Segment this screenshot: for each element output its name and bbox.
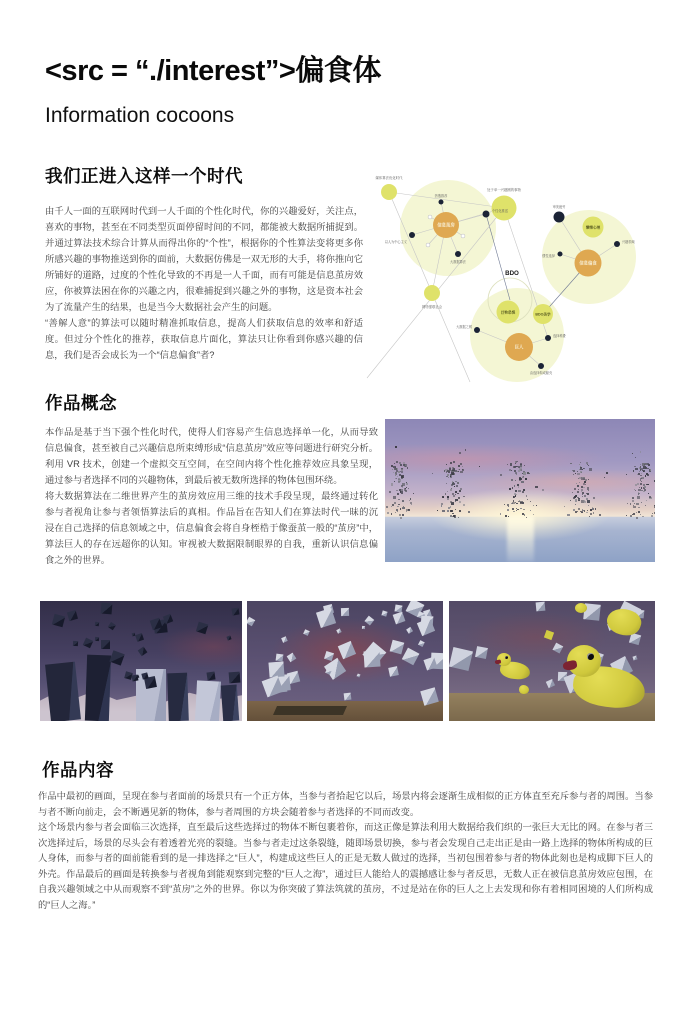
era-paragraph-2: “善解人意”的算法可以随时精准抓取信息，提高人们获取信息的效率和舒适度。但过分个性化的推荐，获取信息片面化，算法只让你看到你感兴趣的信息，我们是否会成长为一个“信息偏食”者? bbox=[45, 318, 363, 360]
vr-render-cube-vortex-image bbox=[247, 601, 443, 721]
core-node-label: 巨人 bbox=[514, 344, 524, 350]
monolith bbox=[167, 673, 189, 721]
floating-cube bbox=[364, 650, 381, 667]
keyword-node bbox=[538, 363, 544, 369]
cube-giants-particles bbox=[385, 419, 655, 562]
keyword-node bbox=[483, 211, 490, 218]
era-paragraph-1: 由千人一面的互联网时代到一人千面的个性化时代，你的兴趣爱好，关注点，喜欢的事物，甚至在不同类型页面停留时间的不同，都能被大数据所捕捉到。并通过算法技术综合计算从而得出你的“个性”，根据你的个性算法变将更多你所感兴趣的事物推送到你的面前，大数据仿佛是一双无形的大手，将你推向它所铺好的道路，过度的个性化导致的不再是一人千面，而有可能是信息茧房效应，你被算法困在你的兴趣之内，很难捕捉到兴趣之外的事物，这是资本社会为了流量产生的结果，也是当今大数据社会产生的问题。 bbox=[45, 206, 363, 312]
bdo-label: BDO bbox=[505, 270, 519, 277]
vr-render-yellow-ducks-image bbox=[449, 601, 655, 721]
page-title: <src = “./interest”>偏食体 bbox=[45, 55, 381, 87]
keyword-node-label: 个性化推送 bbox=[492, 209, 508, 213]
network-diagram-svg bbox=[362, 168, 680, 386]
section-heading-era: 我们正进入这样一个时代 bbox=[45, 166, 243, 186]
keyword-node-label: 惯性选择 bbox=[542, 254, 555, 258]
floating-cube bbox=[536, 601, 546, 611]
concept-paragraph-2: 将大数据算法在二维世界产生的茧房效应用三维的技术手段呈现，最终通过转化参与者视角让参与者领悟算法后的真相。作品旨在告知人们在算法时代一昧的沉浸在自己选择的信息领域之中，信息偏食会将自身桎梏于像蚕茧一般的“茧房”中，算法巨人的存在远超你的认知。审视被大数据限制眼界的自我，重新认识信息偏食之外的世界。 bbox=[45, 491, 378, 565]
floating-cube bbox=[276, 654, 284, 662]
keyword-node-label: 由选择构成躯壳 bbox=[529, 371, 553, 375]
floating-cube bbox=[101, 602, 113, 614]
keyword-node-label: 兴趣领域 bbox=[622, 240, 635, 244]
duck-eye bbox=[587, 653, 594, 660]
minor-node bbox=[426, 243, 430, 247]
floating-cube bbox=[341, 608, 349, 616]
section-heading-content: 作品内容 bbox=[42, 760, 114, 780]
floating-cube bbox=[95, 621, 99, 625]
floating-cube bbox=[131, 674, 138, 681]
keyword-node-label: 审美疲劳 bbox=[552, 205, 566, 209]
topic-node-label: 处于单一兴趣圈的事物 bbox=[487, 188, 521, 192]
keyword-node bbox=[614, 241, 620, 247]
topic-node-label: 懒惰心理 bbox=[585, 225, 601, 230]
page-subtitle: Information cocoons bbox=[45, 104, 235, 127]
monolith bbox=[85, 655, 111, 721]
floating-cube bbox=[343, 693, 350, 700]
topic-node bbox=[381, 184, 397, 200]
section-heading-concept: 作品概念 bbox=[45, 393, 117, 413]
topic-node-label: BDO美学 bbox=[535, 312, 551, 317]
keyword-node bbox=[545, 335, 551, 341]
topic-node-label: 媒体算法优化时代 bbox=[375, 176, 403, 180]
medium-duck bbox=[497, 653, 531, 679]
floating-cube bbox=[394, 605, 402, 613]
concept-paragraph-1: 本作品是基于当下强个性化时代，使得人们容易产生信息选择单一化，从而导致信息偏食，甚至被自己兴趣信息所束缚形成“信息茧房”效应等问题进行研究分析。利用 VR 技术，创建一个虚拟交互空间，在空间内将个性化推荐效应具象呈现，通过参与者选择不同的兴趣物体，到最后被无数所选择的物体包围环绕。 bbox=[45, 427, 378, 485]
keyword-node bbox=[474, 327, 480, 333]
floating-cube bbox=[206, 672, 215, 681]
tiny-ground-duck bbox=[519, 685, 529, 694]
topic-node-label: 网络强联社会 bbox=[421, 305, 443, 309]
minor-node bbox=[428, 215, 432, 219]
keyword-node bbox=[455, 251, 461, 257]
monolith bbox=[221, 684, 239, 721]
topic-node-label: 巨物恐惧 bbox=[500, 310, 516, 315]
era-paragraphs bbox=[45, 203, 363, 363]
core-node-label: 信息偏食 bbox=[579, 260, 597, 266]
monolith bbox=[195, 680, 221, 721]
keyword-node-label: 大数据之网 bbox=[456, 325, 472, 329]
keyword-node bbox=[409, 232, 415, 238]
floating-cube bbox=[73, 640, 79, 646]
keyword-node bbox=[439, 200, 444, 205]
vr-render-sea-of-giants-image bbox=[385, 419, 655, 562]
keyword-node-label: 大数据算法 bbox=[450, 260, 466, 264]
ground-shadow-patch bbox=[273, 706, 347, 715]
floating-cube bbox=[228, 672, 239, 683]
core-node-label: 信息茧房 bbox=[437, 222, 455, 228]
tiny-duck-blob bbox=[575, 603, 587, 613]
large-duck bbox=[567, 645, 647, 707]
keyword-node-label: 以人为中心主义 bbox=[384, 240, 407, 244]
information-cocoon-network-diagram bbox=[362, 168, 680, 386]
content-paragraphs bbox=[38, 789, 653, 913]
monolith bbox=[45, 662, 81, 721]
content-paragraph-2: 这个场景内参与者会面临三次选择，直至最后这些选择过的物体不断包裹着你，而这正像是算法利用大数据给我们织的一张巨大无比的网。在参与者三次选择过后，场景的尽头会有着透着光亮的裂缝。当参与者走过这条裂缝，随即场景切换，参与者会发现自己走出正是由一路上选择的物体所构成的巨人身体，而参与者的面前能看到的是一排选择之“巨人”，构建成这些巨人的正是无数人做过的选择，当初包围着参与者的物体此刻也是构成脚下巨人的外壳。作品最后的画面是转换参与者视角到能观察到完整的“巨人之海”，通过巨人能给人的震撼感让参与者反思，无数人正在被信息茧房效应包围，在自我兴趣领域之中从而观察不到“茧房”之外的世界。你以为你突破了算法筑就的茧房，不过是站在你的巨人之上去发现和你有着相同困境的人们所构成的“巨人之海。” bbox=[38, 822, 653, 910]
keyword-node bbox=[554, 212, 565, 223]
topic-node bbox=[424, 285, 440, 301]
floating-cube bbox=[361, 626, 365, 630]
concept-paragraphs bbox=[45, 424, 378, 568]
content-paragraph-1: 作品中最初的画面，呈现在参与者面前的场景只有一个正方体，当参与者拾起它以后，场景内将会逐渐生成相似的正方体直至充斥参与者的周围。当参与者不断向前走，会不断遇见新的物体，参与者周围的方块会随着参与者选择的不同而改变。 bbox=[38, 791, 653, 817]
diagram-edge bbox=[486, 214, 510, 300]
keyword-node bbox=[558, 252, 563, 257]
floating-cube bbox=[101, 640, 110, 649]
floating-cube bbox=[231, 607, 240, 616]
minor-node bbox=[461, 234, 465, 238]
topic-node bbox=[492, 196, 517, 221]
keyword-node-label: 选择堆叠 bbox=[553, 334, 566, 338]
floating-cube bbox=[95, 637, 99, 641]
vr-render-monolith-cubes-image bbox=[40, 601, 242, 721]
keyword-node-label: 热搜推荐 bbox=[434, 194, 448, 198]
